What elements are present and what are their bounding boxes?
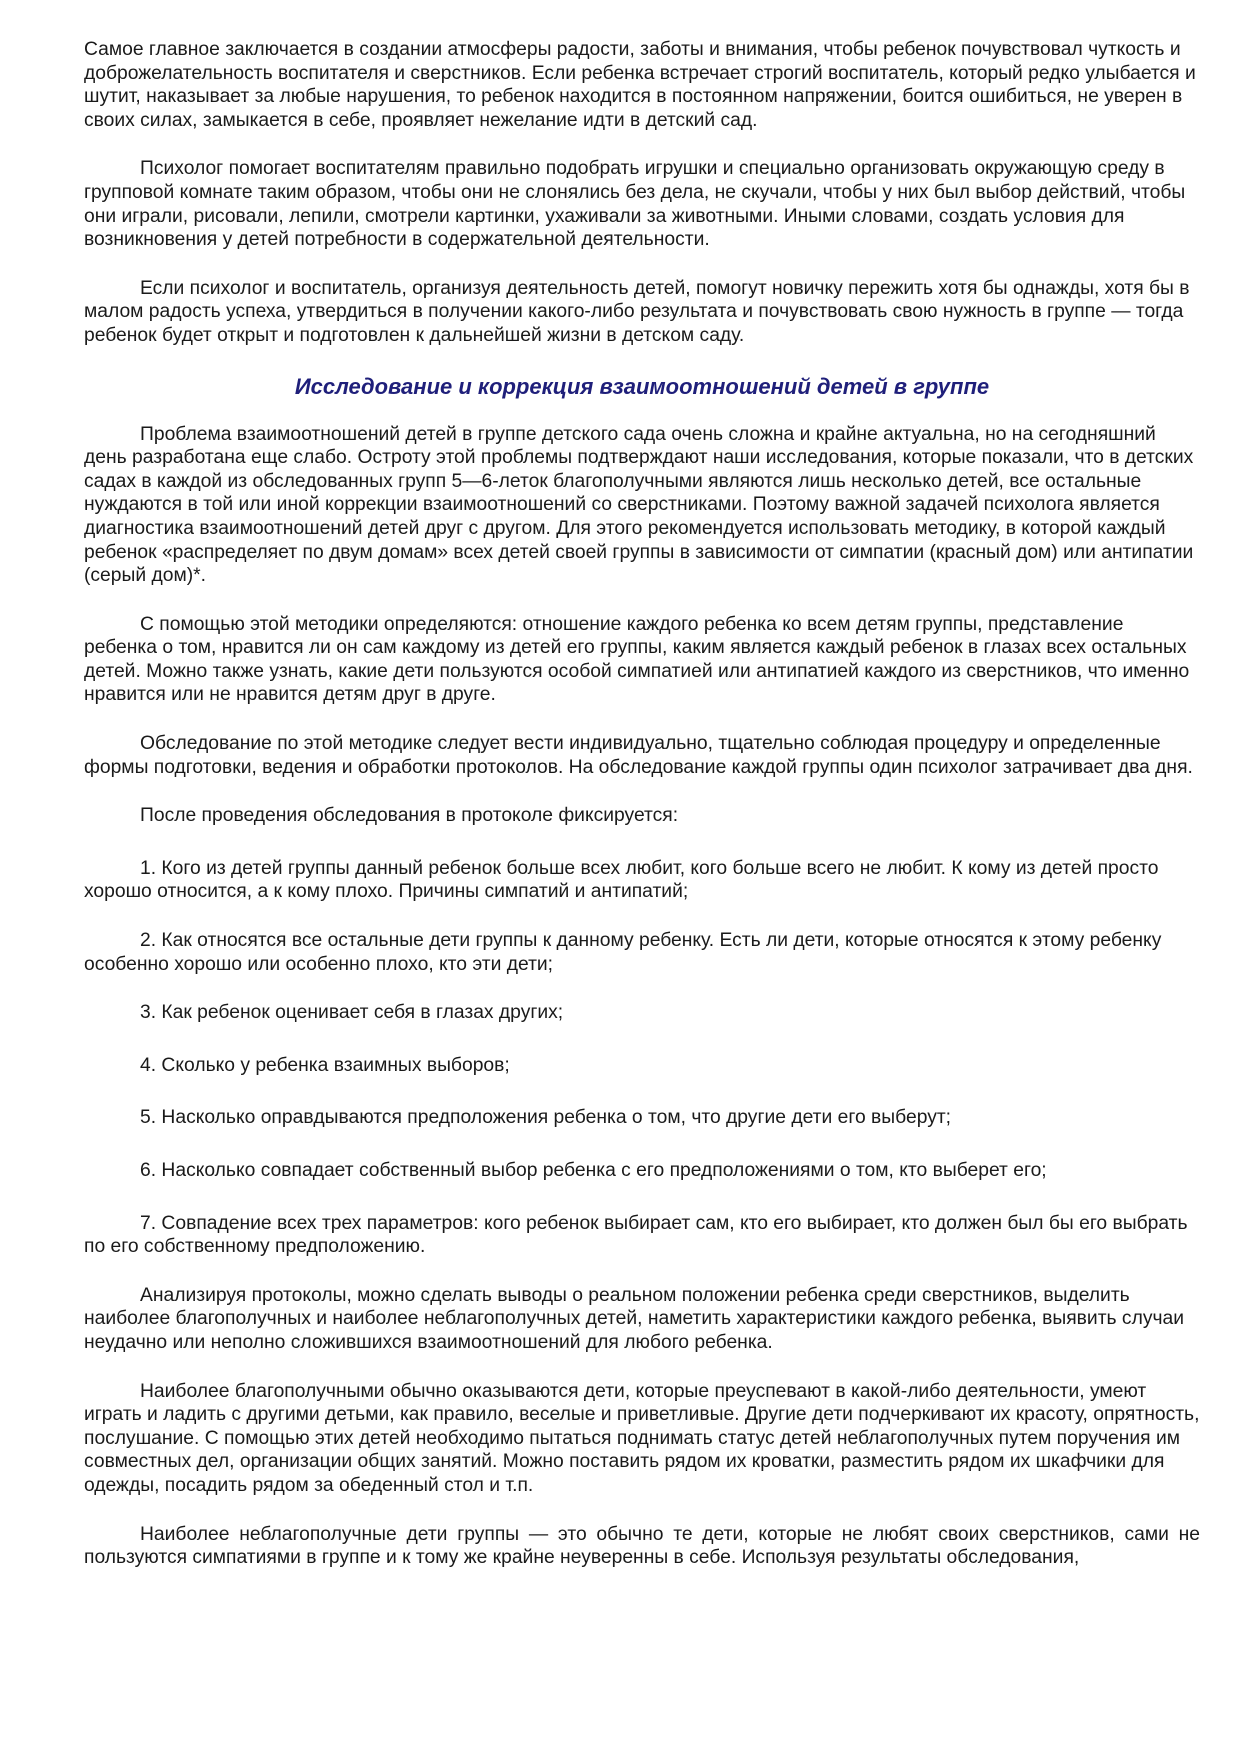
paragraph-section-4: После проведения обследования в протоколе фиксируется: (140, 805, 679, 827)
list-item-6: 6. Насколько совпадает собственный выбор ребенка с его предположениями о том, кто выберет его; (140, 1160, 1047, 1181)
paragraph-after-3: Наиболее неблагополучные дети группы — это обычно те дети, которые не любят своих сверстников, сами не пользуются симпатиями в группе и к тому же крайне неуверенны в себе. Используя результаты обследования, (84, 1523, 1200, 1569)
paragraph-intro-2: Психолог помогает воспитателям правильно подобрать игрушки и специально организовать окружающую среду в групповой комнате таким образом, чтобы они не слонялись без дела, не скучали, чтобы у них был выбор действий, чтобы они играли, рисовали, лепили, смотрели картинки, ухаживали за животными. Иными словами, создать условия для возникновения у детей потребности в содержательной деятельности. (84, 158, 1186, 251)
paragraph-section-2: С помощью этой методики определяются: отношение каждого ребенка ко всем детям группы, представление ребенка о том, нравится ли он сам каждому из детей его группы, каким является каждый ребенок в глазах всех остальных детей. Можно также узнать, какие дети пользуются особой симпатией или антипатией каждого из сверстников, что именно нравится или не нравится детям друг в друге. (84, 613, 1190, 706)
list-item-1: 1. Кого из детей группы данный ребенок больше всех любит, кого больше всего не любит. К кому из детей просто хорошо относится, а к кому плохо. Причины симпатий и антипатий; (84, 857, 1159, 903)
paragraph-section-1: Проблема взаимоотношений детей в группе детского сада очень сложна и крайне актуальна, но на сегодняшний день разработана еще слабо. Остроту этой проблемы подтверждают наши исследования, которые показали, что в детских садах в каждой из обследованных групп 5—6-леток благополучными являются лишь несколько детей, все остальные нуждаются в той или иной коррекции взаимоотношений со сверстниками. Поэтому важной задачей психолога является диагностика взаимоотношений детей друг с другом. Для этого рекомендуется использовать методику, в которой каждый ребенок «распределяет по двум домам» всех детей своей группы в зависимости от симпатии (красный дом) или антипатии (серый дом)*. (84, 423, 1194, 587)
paragraph-section-3: Обследование по этой методике следует вести индивидуально, тщательно соблюдая процедуру и определенные формы подготовки, ведения и обработки протоколов. На обследование каждой группы один психолог затрачивает два дня. (84, 733, 1193, 778)
section-title: Исследование и коррекция взаимоотношений детей в группе (294, 373, 990, 399)
paragraph-intro-1: Самое главное заключается в создании атмосферы радости, заботы и внимания, чтобы ребенок почувствовал чуткость и доброжелательность воспитателя и сверстников. Если ребенка встречает строгий воспитатель, который редко улыбается и шутит, наказывает за любые нарушения, то ребенок находится в постоянном напряжении, боится ошибиться, не уверен в своих силах, замыкается в себе, проявляет нежелание идти в детский сад. (84, 39, 1196, 131)
paragraph-after-2: Наиболее благополучными обычно оказываются дети, которые преуспевают в какой-либо деятельности, умеют играть и ладить с другими детьми, как правило, веселые и приветливые. Другие дети подчеркивают их красоту, опрятность, послушание. С помощью этих детей необходимо пытаться поднимать статус детей неблагополучных путем поручения им совместных дел, организации общих занятий. Можно поставить рядом их кроватки, разместить рядом их шкафчики для одежды, посадить рядом за обеденный стол и т.п. (84, 1380, 1200, 1496)
list-item-2: 2. Как относятся все остальные дети группы к данному ребенку. Есть ли дети, которые относятся к этому ребенку особенно хорошо или особенно плохо, кто эти дети; (84, 930, 1162, 975)
paragraph-after-1: Анализируя протоколы, можно сделать выводы о реальном положении ребенка среди сверстников, выделить наиболее благополучных и наиболее неблагополучных детей, наметить характеристики каждого ребенка, выявить случаи неудачно или неполно сложившихся взаимоотношений для любого ребенка. (84, 1284, 1184, 1353)
list-item-5: 5. Насколько оправдываются предположения ребенка о том, что другие дети его выберут; (140, 1107, 952, 1129)
list-item-7: 7. Совпадение всех трех параметров: кого ребенок выбирает сам, кто его выбирает, кто должен был бы его выбрать по его собственному предположению. (84, 1212, 1188, 1258)
list-item-4: 4. Сколько у ребенка взаимных выборов; (140, 1054, 510, 1076)
paragraph-intro-3: Если психолог и воспитатель, организуя деятельность детей, помогут новичку пережить хотя бы однажды, хотя бы в малом радость успеха, утвердиться в получении какого-либо результата и почувствовать свою нужность в группе — тогда ребенок будет открыт и подготовлен к дальнейшей жизни в детском саду. (84, 277, 1190, 346)
list-item-3: 3. Как ребенок оценивает себя в глазах других; (140, 1002, 564, 1024)
